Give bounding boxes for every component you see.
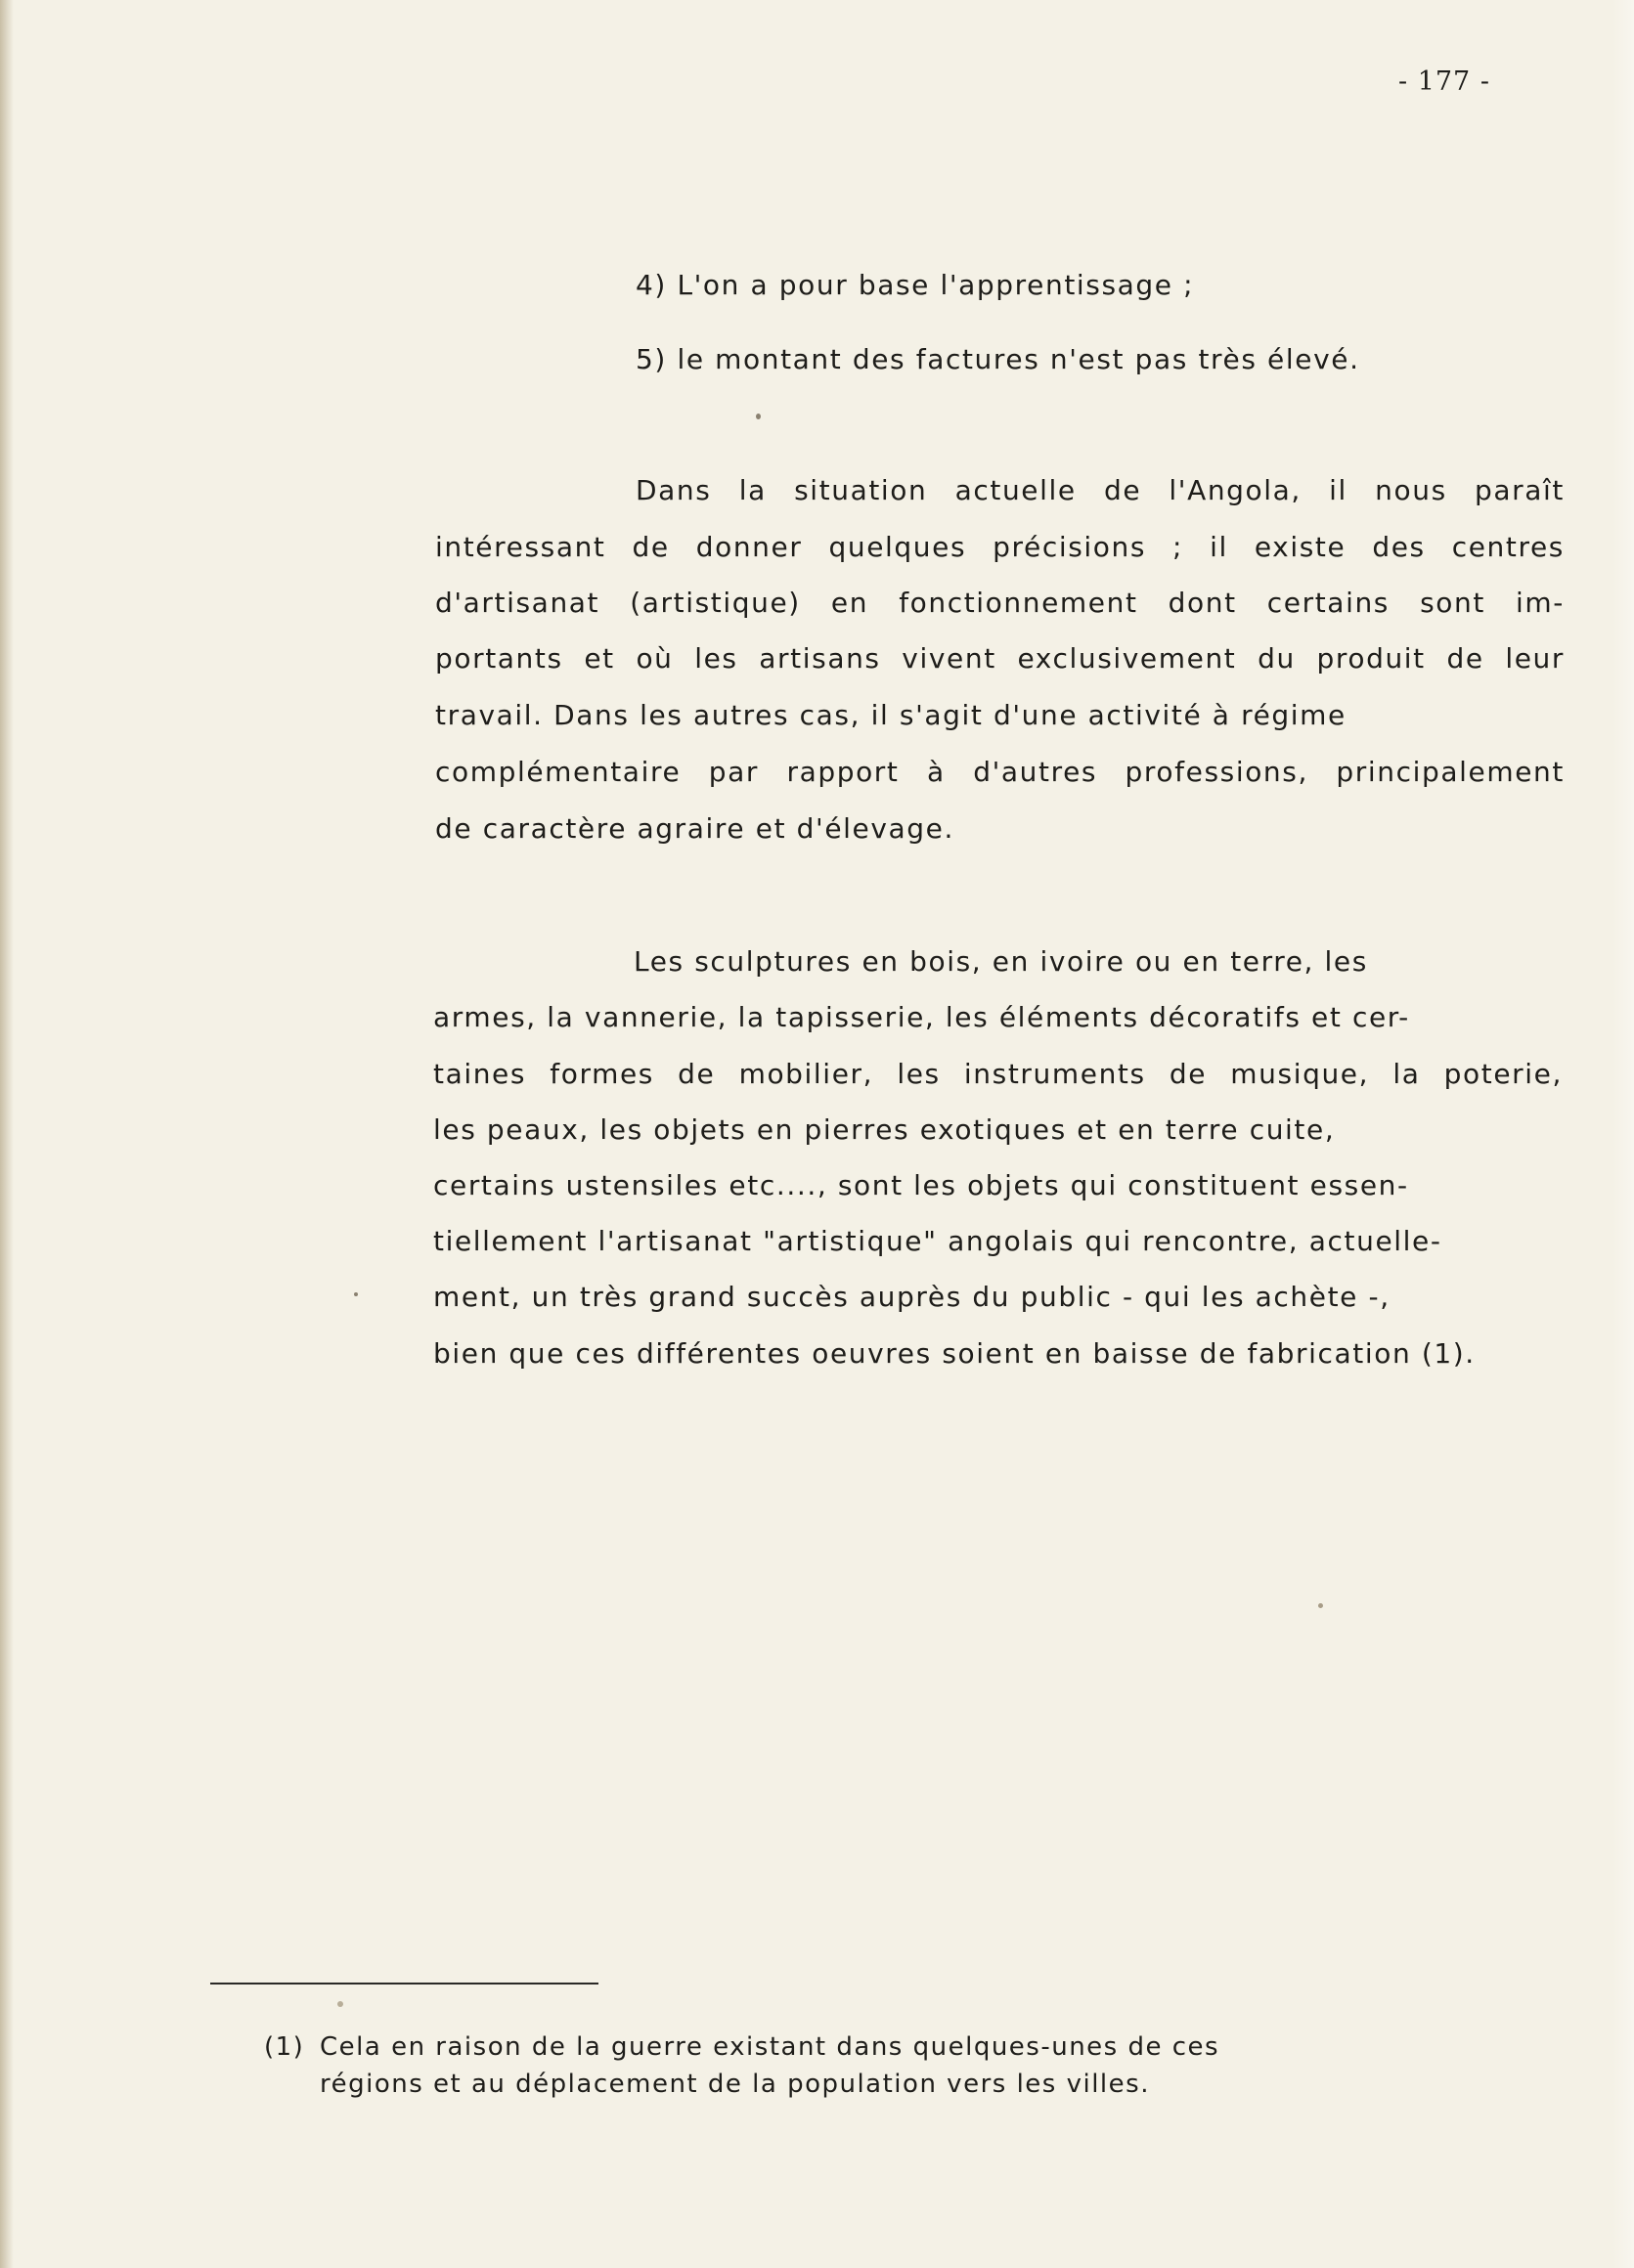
paragraph-2-line: taines formes de mobilier, les instruments de musique, la poterie, [433,1058,1563,1090]
paragraph-1-line: intéressant de donner quelques précisions ; il existe des centres [435,531,1565,563]
paper-speck [337,2001,343,2007]
footnote-line: régions et au déplacement de la population vers les villes. [320,2070,1150,2099]
paragraph-2-line: Les sculptures en bois, en ivoire ou en terre, les [634,945,1368,978]
footnote-marker: (1) [264,2032,305,2062]
paragraph-1-line: de caractère agraire et d'élevage. [435,812,954,845]
paper-speck [1318,1603,1323,1608]
paragraph-2-line: ment, un très grand succès auprès du public - qui les achète -, [433,1281,1391,1313]
paragraph-1-line: travail. Dans les autres cas, il s'agit d'une activité à régime [435,699,1347,731]
footnote-line: Cela en raison de la guerre existant dans quelques-unes de ces [320,2032,1220,2062]
paragraph-2-line: certains ustensiles etc...., sont les objets qui constituent essen- [433,1169,1409,1201]
paper-speck [354,1292,358,1296]
footnote-divider [210,1983,598,1984]
paragraph-2-line: tiellement l'artisanat "artistique" angolais qui rencontre, actuelle- [433,1225,1442,1257]
paragraph-2-line: armes, la vannerie, la tapisserie, les éléments décoratifs et cer- [433,1001,1410,1033]
page-number: - 177 - [1398,66,1490,97]
list-item-5: 5) le montant des factures n'est pas très élevé. [636,343,1360,375]
paragraph-1-line: d'artisanat (artistique) en fonctionnement dont certains sont im- [435,587,1565,619]
paragraph-1-line: portants et où les artisans vivent exclusivement du produit de leur [435,642,1565,675]
paragraph-2-line: bien que ces différentes oeuvres soient en baisse de fabrication (1). [433,1337,1476,1370]
paragraph-1-line: complémentaire par rapport à d'autres professions, principalement [435,756,1565,788]
paragraph-1-line: Dans la situation actuelle de l'Angola, il nous paraît [636,474,1565,506]
list-item-4: 4) L'on a pour base l'apprentissage ; [636,269,1195,301]
paper-speck [756,414,761,419]
paragraph-2-line: les peaux, les objets en pierres exotiques et en terre cuite, [433,1113,1336,1146]
